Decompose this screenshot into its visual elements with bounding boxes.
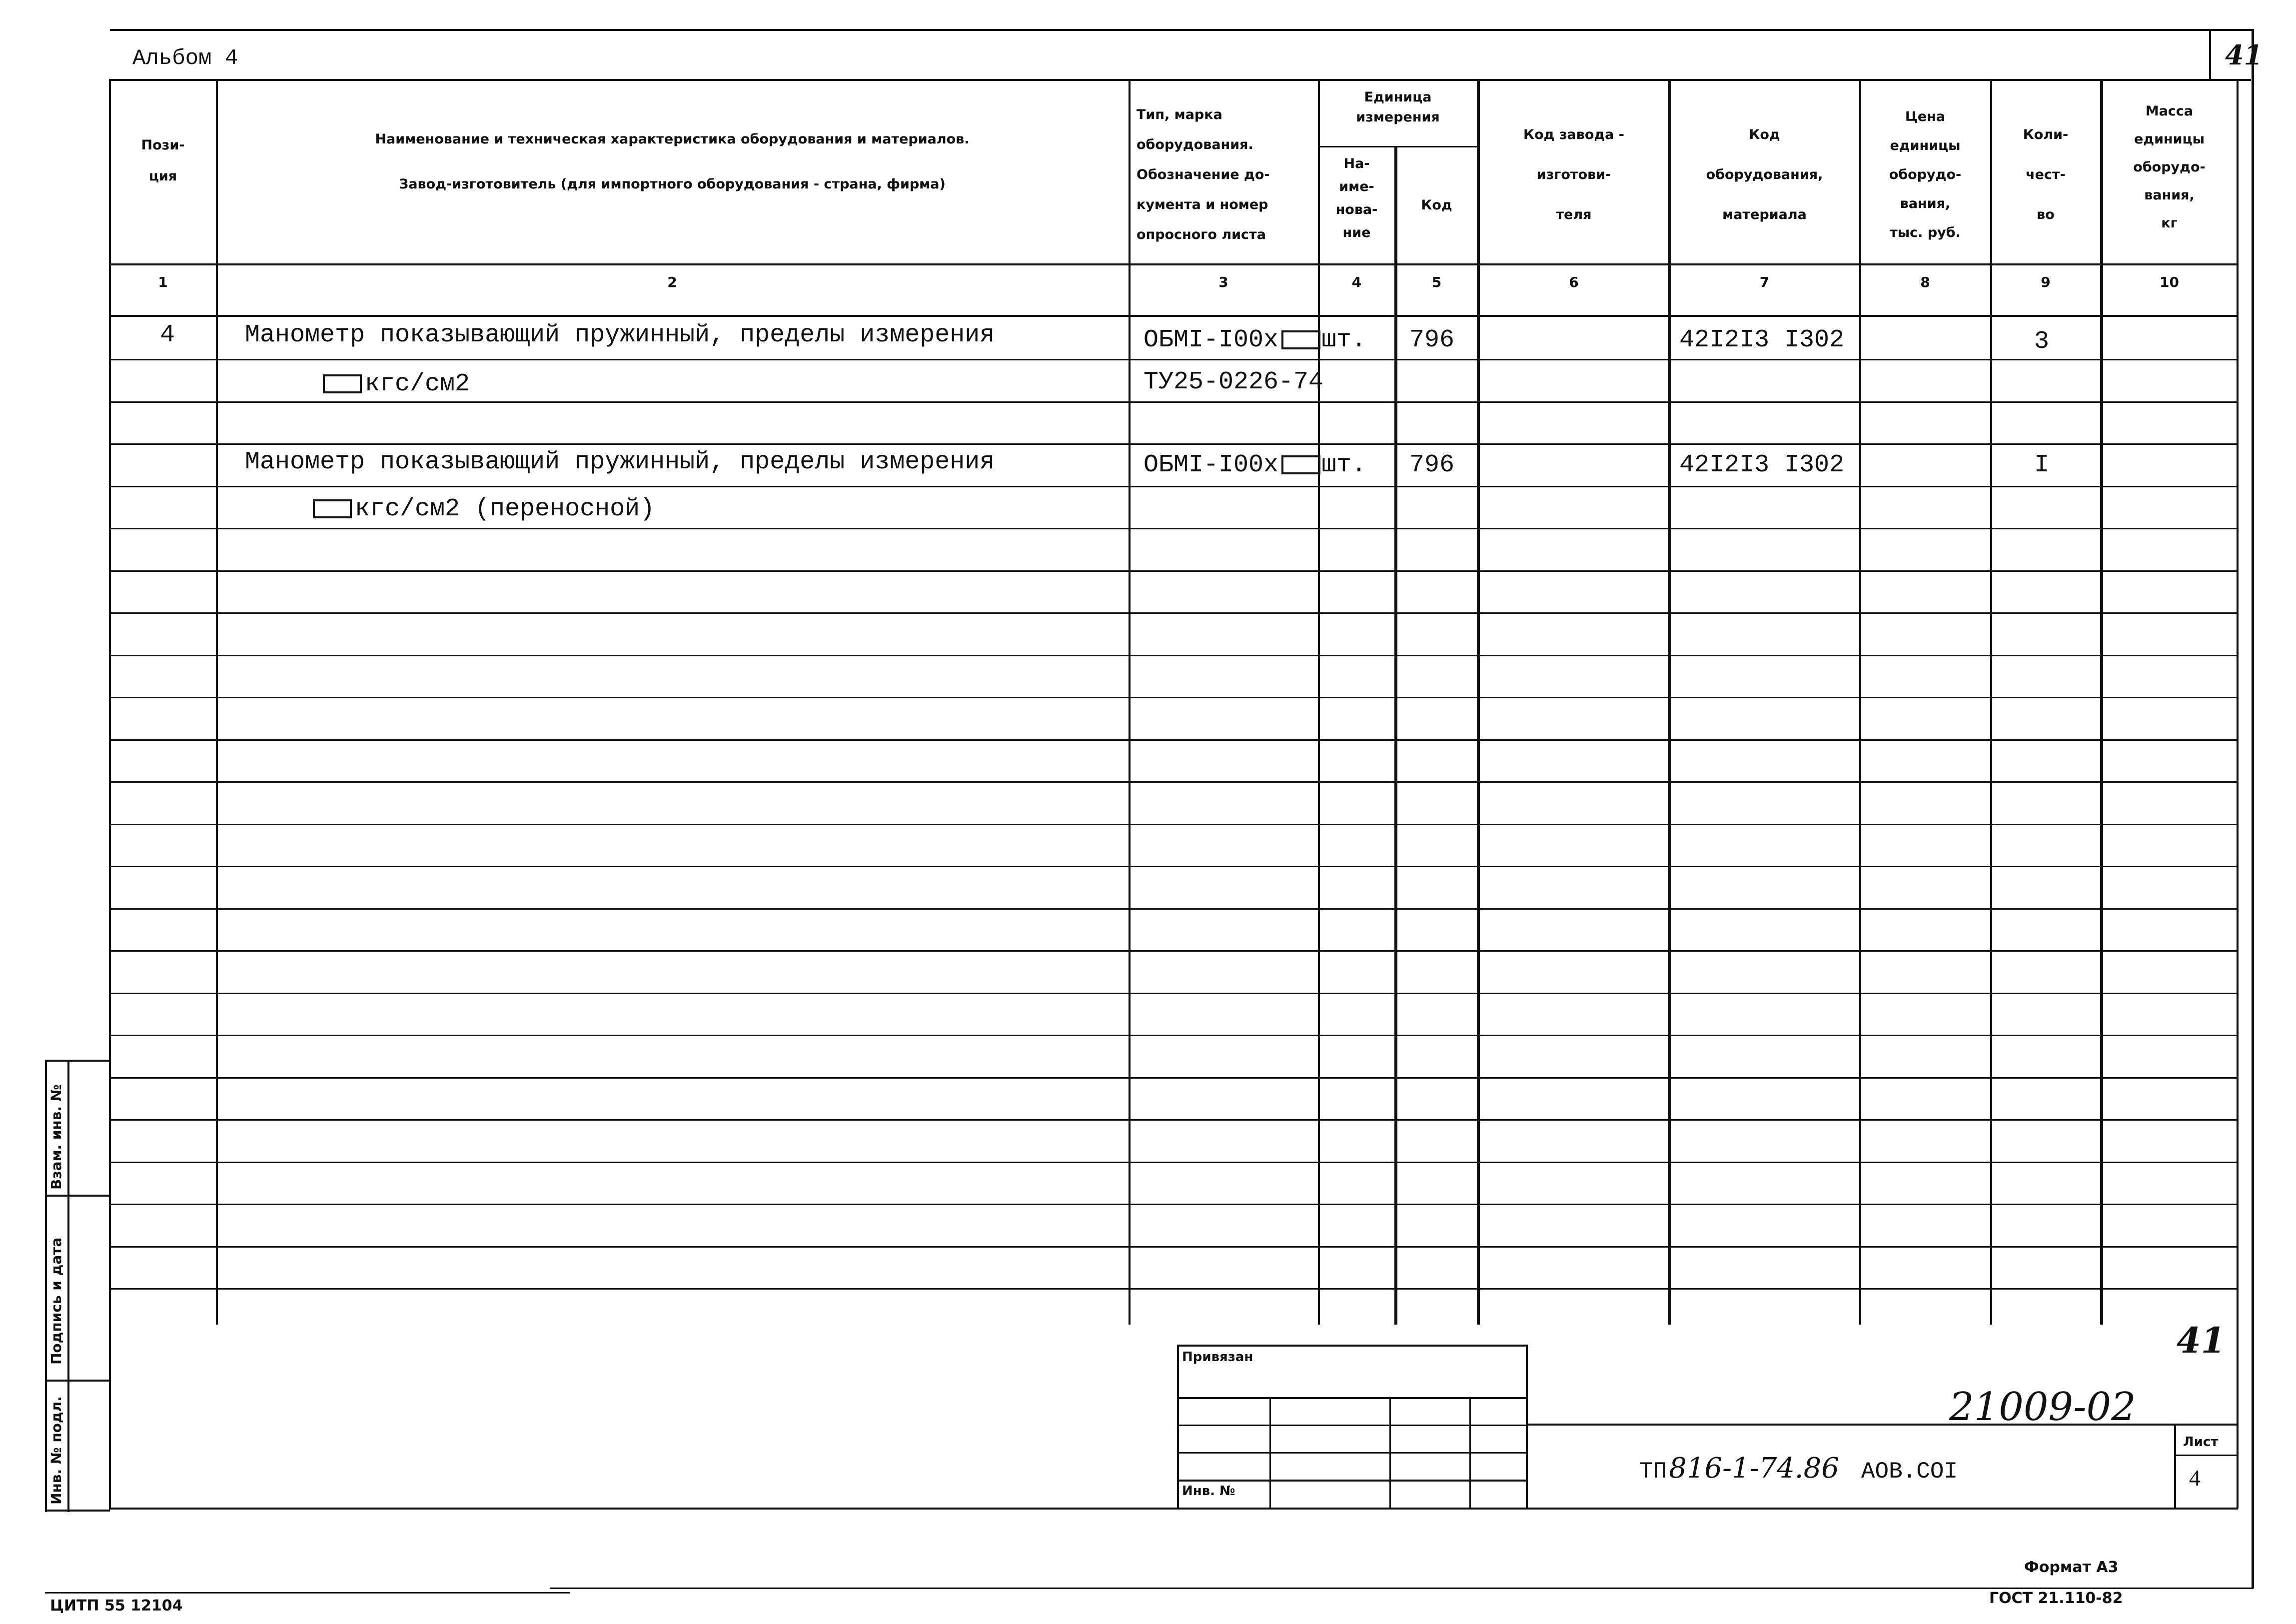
col-line-8 xyxy=(1990,79,1992,1325)
header-bottom-line xyxy=(109,263,2238,265)
col-number-9: 9 xyxy=(2041,274,2051,290)
stamp-box-col2 xyxy=(1389,1397,1391,1509)
blank-field-box xyxy=(323,374,362,393)
row1-name: Манометр показывающий пружинный, пределы измерения xyxy=(245,321,995,349)
stamp-box-line4 xyxy=(1177,1480,1527,1482)
col-line-1 xyxy=(216,79,218,1325)
row-line xyxy=(109,612,2238,614)
bottom-outer-border xyxy=(550,1588,2253,1589)
sheet-number: 4 xyxy=(2189,1465,2201,1491)
row1-quantity: 3 xyxy=(2034,327,2050,356)
header-col-name-line2: Завод-изготовитель (для импортного оборудования - страна, фирма) xyxy=(399,176,946,192)
stamp-box-top xyxy=(1177,1345,1527,1347)
col-number-8: 8 xyxy=(1920,274,1930,290)
unit-group-line xyxy=(1319,146,1479,147)
col-line-5 xyxy=(1477,79,1480,1325)
col-number-7: 7 xyxy=(1759,274,1770,290)
row3-material-code: 42I2I3 I302 xyxy=(1679,451,1845,479)
stamp-box-col3 xyxy=(1469,1397,1471,1509)
row1-position: 4 xyxy=(160,321,175,349)
row2-type: ТУ25-0226-74 xyxy=(1144,368,1324,396)
row-line xyxy=(109,443,2238,445)
handwritten-project-code: 21009-02 xyxy=(1949,1385,2136,1430)
row-line xyxy=(109,401,2238,403)
header-col-equipment-code: Код оборудования, материала xyxy=(1706,127,1823,222)
footer-format: Формат А3 xyxy=(2024,1559,2119,1576)
top-border-line xyxy=(110,29,2254,31)
stamp-box-line3 xyxy=(1177,1452,1527,1454)
row-line xyxy=(109,1204,2238,1205)
row-line xyxy=(109,739,2238,741)
doc-number-handwritten: 816-1-74.86 xyxy=(1669,1452,1839,1485)
row2-name xyxy=(320,370,470,398)
row-line xyxy=(109,1246,2238,1248)
blank-field-box xyxy=(1281,330,1320,349)
doc-prefix: ТП xyxy=(1639,1459,1667,1485)
side-strip-left xyxy=(45,1060,47,1512)
row1-material-code: 42I2I3 I302 xyxy=(1679,326,1845,354)
row-line xyxy=(109,486,2238,487)
header-col-quantity: Коли- чест- во xyxy=(2023,127,2069,222)
row4-name xyxy=(310,495,655,523)
row2-name-text: кгс/см2 xyxy=(365,370,470,398)
row3-unit: шт. xyxy=(1321,451,1367,479)
row-line xyxy=(109,781,2238,783)
side-strip-bottom xyxy=(45,1510,110,1512)
row-line xyxy=(109,1077,2238,1079)
col-line-4 xyxy=(1394,146,1397,1325)
col-line-9 xyxy=(2100,79,2103,1325)
row-line xyxy=(109,993,2238,994)
stamp-privyazan-label: Привязан xyxy=(1182,1350,1253,1365)
table-top-line xyxy=(110,79,2251,81)
row-line xyxy=(109,908,2238,910)
document-designation xyxy=(1639,1452,1958,1485)
col-line-7 xyxy=(1859,79,1861,1325)
sheet-box-left xyxy=(2174,1424,2176,1509)
row-line xyxy=(109,570,2238,572)
row1-unit-code: 796 xyxy=(1409,326,1455,354)
sheet-label: Лист xyxy=(2183,1435,2219,1450)
handwritten-sheet-number: 41 xyxy=(2177,1320,2226,1361)
column-numbers-bottom-line xyxy=(109,315,2238,317)
stamp-box-col1 xyxy=(1269,1397,1271,1509)
corner-box-left xyxy=(2209,29,2211,79)
header-col-factory-code: Код завода - изготови- теля xyxy=(1523,127,1624,222)
row-line xyxy=(109,1119,2238,1121)
col-number-5: 5 xyxy=(1431,274,1442,290)
header-col-price: Цена единицы оборудо- вания, тыс. руб. xyxy=(1889,109,1962,240)
blank-field-box xyxy=(313,499,352,518)
side-strip-div1 xyxy=(45,1195,110,1197)
stamp-inv-no-label: Инв. № xyxy=(1182,1484,1235,1499)
row-line xyxy=(109,866,2238,867)
side-strip-mid xyxy=(67,1060,69,1512)
table-left-border xyxy=(109,79,111,1509)
row-line xyxy=(109,1162,2238,1163)
row3-name: Манометр показывающий пружинный, пределы измерения xyxy=(245,448,995,476)
col-line-10 xyxy=(2237,79,2239,1325)
header-unit-group: Единица измерения xyxy=(1356,89,1440,125)
col-line-2 xyxy=(1129,79,1131,1325)
stamp-box-line1 xyxy=(1177,1397,1527,1399)
header-col-unit-code: Код xyxy=(1421,197,1452,213)
row-line xyxy=(109,1035,2238,1036)
row-line xyxy=(109,1288,2238,1290)
row3-quantity: I xyxy=(2034,451,2050,479)
row1-type-prefix: ОБМI-I00x xyxy=(1144,326,1279,354)
doc-suffix: АОВ.СОI xyxy=(1861,1459,1958,1485)
header-col-unit-name: На- име- нова- ние xyxy=(1335,156,1378,240)
side-strip-top xyxy=(45,1060,110,1062)
col-number-4: 4 xyxy=(1351,274,1362,290)
blank-field-box xyxy=(1281,455,1320,474)
row1-unit: шт. xyxy=(1321,326,1367,354)
sheet-box-mid xyxy=(2174,1455,2237,1456)
side-label-signature-date: Подпись и дата xyxy=(48,1237,64,1365)
table-bottom-line xyxy=(109,1508,2238,1510)
col-number-1: 1 xyxy=(158,274,168,290)
side-label-replacement: Взам. инв. № xyxy=(48,1084,64,1190)
row-line xyxy=(109,528,2238,529)
row-line xyxy=(109,950,2238,952)
col-number-3: 3 xyxy=(1218,274,1228,290)
corner-page-number: 41 xyxy=(2225,39,2263,71)
row-line xyxy=(109,359,2238,360)
stamp-box-left xyxy=(1177,1345,1179,1509)
header-col-mass: Масса единицы оборудо- вания, кг xyxy=(2133,103,2206,231)
header-col-position: Пози- ция xyxy=(141,137,185,184)
right-outer-border xyxy=(2252,29,2254,1589)
stamp-box-right xyxy=(1526,1345,1528,1509)
footer-left-code: ЦИТП 55 12104 xyxy=(50,1597,183,1615)
footer-gost: ГОСТ 21.110-82 xyxy=(1989,1590,2123,1607)
col-number-10: 10 xyxy=(2160,274,2179,290)
row3-type xyxy=(1144,451,1323,479)
row3-unit-code: 796 xyxy=(1409,451,1455,479)
side-label-inventory: Инв. № подл. xyxy=(48,1396,64,1505)
col-line-6 xyxy=(1668,79,1671,1325)
col-number-6: 6 xyxy=(1569,274,1579,290)
col-line-3 xyxy=(1318,79,1320,1325)
side-strip-div2 xyxy=(45,1380,110,1382)
row-line xyxy=(109,824,2238,825)
header-col-name-line1: Наименование и техническая характеристика оборудования и материалов. xyxy=(375,131,970,147)
stamp-box-line2 xyxy=(1177,1425,1527,1426)
row-line xyxy=(109,697,2238,698)
row1-type xyxy=(1144,326,1323,354)
bottom-left-border xyxy=(45,1592,570,1594)
header-col-type: Тип, марка оборудования. Обозначение до- кумента и номер опросного листа xyxy=(1137,107,1270,242)
row3-type-prefix: ОБМI-I00x xyxy=(1144,451,1279,479)
col-number-2: 2 xyxy=(667,274,677,290)
row-line xyxy=(109,655,2238,656)
album-label: Альбом 4 xyxy=(132,46,238,71)
row4-name-text: кгс/см2 (переносной) xyxy=(355,495,655,523)
